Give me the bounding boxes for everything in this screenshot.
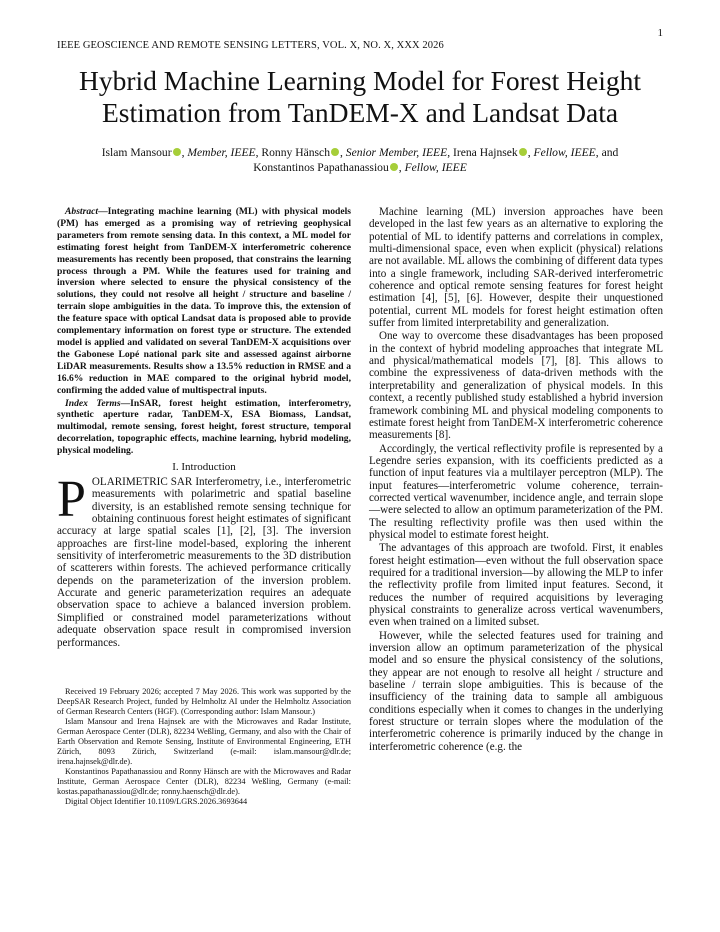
orcid-icon[interactable] [331,148,339,156]
intro-paragraph [57,471,351,649]
author-name: Irena Hajnsek [453,146,518,159]
abstract [57,206,351,397]
running-head: IEEE GEOSCIENCE AND REMOTE SENSING LETTERS, VOL. X, NO. X, XXX 2026 [57,40,444,51]
left-column [57,206,351,807]
footnote-received: Received 19 February 2026; accepted 7 May 2026. This work was supported by the DeepSAR Research Project, funded by Helmholtz AI under the Helmholtz Association of German Research Centers (HGF). (Corresponding author: Islam Mansour.) [57,686,351,716]
index-terms [57,398,351,458]
author-name: Konstantinos Papathanassiou [253,161,389,174]
orcid-icon[interactable] [390,163,398,171]
body-paragraph: However, while the selected features used for training and inversion allow an optimum parameterization of the physical model and so ensure the physical consistency of the solutions, they appear are not enough to resolve all height / structure and baseline / terrain slope ambiguities. This is because of the insufficiency of the training data to sample all ambiguous conditions especially when it comes to changes in the underlying forest structure or terrain slopes where the modulation of the interferometric coherence is primarily induced by the change in interferometric coherence (e.g. the [369,629,663,753]
author-list: Islam Mansour , Member, IEEE, Ronny Hänsch , Senior Member, IEEE, Irena Hajnsek , Fellow, IEEE, and Konstantinos Papathanassiou , Fellow, IEEE [101,146,619,174]
author-name: Ronny Hänsch [261,146,330,159]
author-role: Member, IEEE [187,146,256,159]
body-paragraph: Accordingly, the vertical reflectivity profile is represented by a Legendre series expansion, with its coefficients predicted as a function of input features via a multilayer perceptron (MLP). The input features—interferometric volume coherence, terrain-corrected vertical wavenumber, incidence angle, and terrain slope—were selected to allow an optimum parameterization of the PM. The resulting reflectivity profile was then used within the physical model to estimate forest height. [369,442,663,541]
intro-text: OLARIMETRIC SAR Interferometry, i.e., interferometric measurements with polarimetric and spatial baseline diversity, is an established remote sensing technique for obtaining continuous forest height estimates of significant accuracy at large spatial scales [1], [2], [3]. The inversion approaches are first-line model-based, exploring the inherent sensitivity of interferometric measurements to the 3D distribution of scatterers within forests. The achieved performance critically depends on the parameterization of the inversion problem. Accurate and generic parameterization requires an adequate observation space to achieve a balanced inversion problem. Simplified or constrained model parameterizations without adequate observation space result in compromised inversion performances. [57,476,351,649]
title-line-2: Estimation from TanDEM-X and Landsat Data [101,97,619,128]
author-name: Islam Mansour [101,146,172,159]
index-terms-text: —InSAR, forest height estimation, interferometry, synthetic aperture radar, TanDEM-X, ESA Biomass, Landsat, multimodal, remote sensing, forest height, forest structure, temporal decorrelation, topographic effects, machine learning, hybrid modeling, physical modeling. [57,397,351,457]
author-role: Fellow, IEEE [404,161,467,174]
section-heading: I. Introduction [172,461,236,474]
and-word: and [601,146,619,159]
body-paragraph: Machine learning (ML) inversion approaches have been developed in the last few years as an alternative to exploring the potential of ML to identify patterns and correlations in complex, multi-dimensional space, even when explicit (physical) relations are not available. ML allows the combining of different data types into a single framework, including SAR-derived interferometric coherence and optical remote sensing features for forest height estimation [4], [5], [6]. However, despite their unquestioned potential, current ML models for forest height estimation often suffer from limited interpretability and generalization. [369,206,663,330]
body-paragraph: The advantages of this approach are twofold. First, it enables forest height estimation—even without the full observation space required for a traditional inversion—by allowing the MLP to infer the reflectivity profile from limited input features. Second, it reduces the number of required acquisitions by leveraging physical constraints to generalize across vertical wavenumbers, even when trained on a limited subset. [369,542,663,629]
author-role: Fellow, IEEE [533,146,596,159]
orcid-icon[interactable] [519,148,527,156]
title-line-1: Hybrid Machine Learning Model for Forest Height [78,65,642,96]
right-column [369,206,663,754]
body-paragraph: One way to overcome these disadvantages has been proposed in the context of hybrid modeling approaches that integrate ML and physical/mathematical models [7], [8]. This allows to combine the expressiveness of data-driven methods with the interpretability and generalization of physical models. In this context, a recently published study established a hybrid inversion framework combining ML and physical modeling components to estimate forest height from TanDEM-X interferometric coherence measurements [8]. [369,330,663,442]
footnote-affiliation-1: Islam Mansour and Irena Hajnsek are with the Microwaves and Radar Institute, German Aerospace Center (DLR), 82234 Weßling, Germany, and also with the Chair of Earth Observation and Remote Sensing, Institute of Environmental Engineering, ETH Zürich, 8093 Zürich, Switzerland (e-mail: islam.mansour@dlr.de; irena.hajnsek@dlr.de). [57,716,351,766]
author-role: Senior Member, IEEE [345,146,448,159]
abstract-text: —Integrating machine learning (ML) with physical models (PM) has emerged as a promising way of retrieving geophysical parameters from remote sensing data. In this context, a ML model for estimating forest height from TanDEM-X interferometric coherence measurements has recently been proposed, that constrains the learning process through a PM. While the features used for training and inversion where selected to ensure the physical consistency of the solutions, they could not resolve all height / structure and baseline / terrain slope ambiguities in the data. To improve this, the extension of the feature space with optical Landsat data is proposed able to provide complementary information on forest type or structure. The extended model is applied and validated on several TanDEM-X acquisitions over the Gabonese Lopé national park site and assessed against airborne LiDAR measurements. Results show a 13.5% reduction in RMSE and a 16.6% reduction in MAE compared to the original hybrid model, confirming the added value of multispectral inputs. [57,206,351,396]
index-terms-label: Index Terms [65,397,121,409]
abstract-label: Abstract [65,206,99,217]
footnote-doi: Digital Object Identifier 10.1109/LGRS.2026.3693644 [65,796,248,806]
orcid-icon[interactable] [173,148,181,156]
paper-title [40,65,680,129]
footnotes [57,687,351,807]
dropcap: P [57,471,86,529]
page-number: 1 [657,27,663,39]
footnote-affiliation-2: Konstantinos Papathanassiou and Ronny Hänsch are with the Microwaves and Radar Institute, German Aerospace Center (DLR), 82234 Weßling, Germany (e-mail: kostas.papathanassiou@dlr.de; ronny.haensch@dlr.de). [57,766,351,796]
